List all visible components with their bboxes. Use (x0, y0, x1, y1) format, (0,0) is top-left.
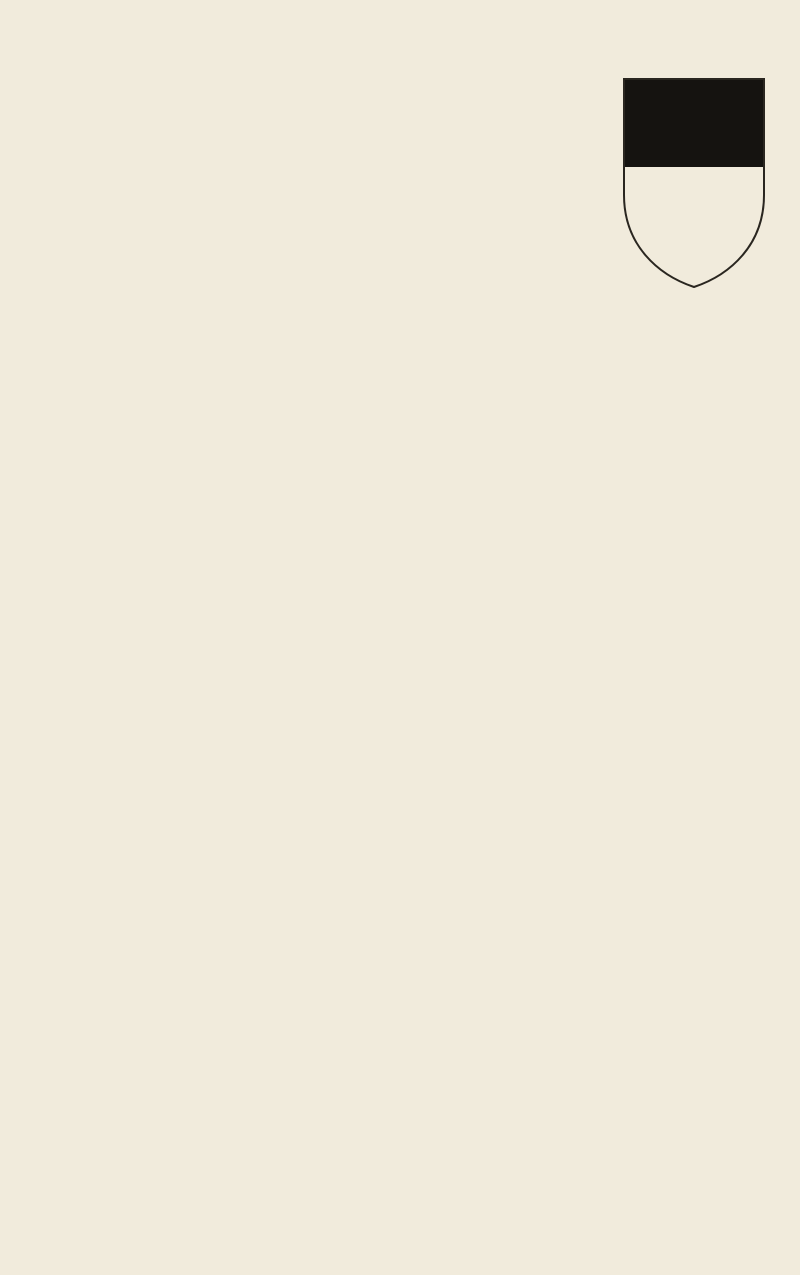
ulm-shield-icon (622, 77, 766, 289)
coat-of-arms-figure (608, 77, 780, 317)
left-column (12, 74, 392, 1259)
right-column (400, 74, 780, 1259)
shield-top-field (624, 79, 764, 167)
shield-bottom-field (624, 167, 764, 287)
page-header (20, 38, 780, 66)
